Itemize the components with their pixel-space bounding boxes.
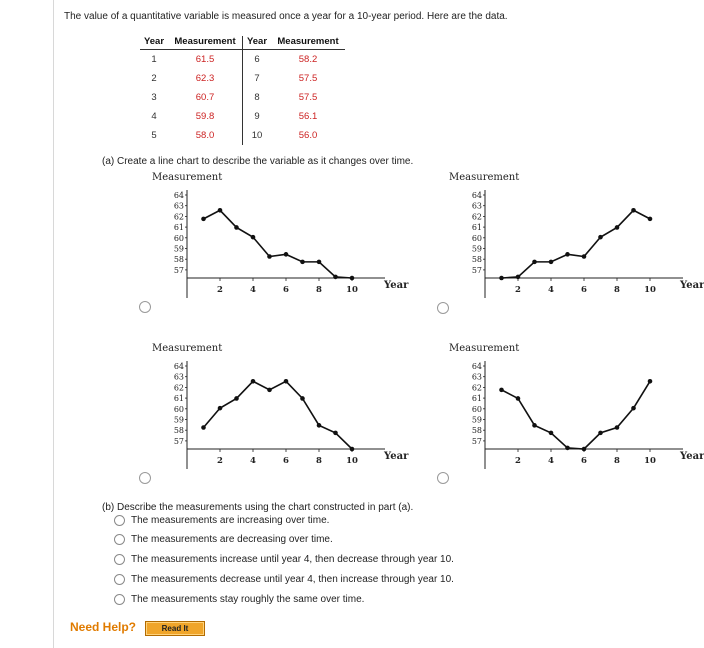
x-tick-label: 8: [614, 456, 620, 466]
cell-measurement: 56.1: [298, 111, 318, 122]
y-tick-label: 62: [173, 212, 184, 222]
x-tick-label: 6: [581, 285, 587, 295]
chart-option-3-radio[interactable]: [139, 472, 151, 484]
y-tick-label: 64: [173, 191, 184, 200]
cell-measurement: 59.8: [168, 107, 243, 126]
y-tick-label: 64: [173, 362, 184, 371]
y-tick-label: 64: [471, 191, 482, 200]
answer-radio[interactable]: [114, 534, 125, 545]
y-tick-label: 63: [471, 372, 482, 382]
cell-year: 10: [251, 130, 263, 141]
y-tick-label: 61: [173, 223, 184, 233]
y-tick-label: 59: [173, 244, 184, 254]
cell-year: 9: [254, 111, 260, 122]
x-tick-label: 6: [283, 456, 289, 466]
data-point: [648, 379, 653, 384]
answer-option[interactable]: [114, 554, 454, 565]
col-measurement: Measurement: [168, 36, 243, 50]
cell-year: 6: [254, 54, 260, 65]
data-point: [218, 406, 223, 411]
data-point: [234, 396, 239, 401]
part-a-prompt: (a) Create a line chart to describe the variable as it changes over time.: [102, 156, 414, 167]
y-tick-label: 60: [173, 404, 184, 414]
answer-label: The measurements increase until year 4, then decrease through year 10.: [131, 554, 454, 565]
data-point: [598, 431, 603, 436]
table-row: [140, 107, 345, 126]
cell-measurement: 62.3: [168, 69, 243, 88]
y-tick-label: 58: [471, 255, 482, 265]
series-line: [502, 381, 651, 449]
answer-radio[interactable]: [114, 515, 125, 526]
data-point: [300, 396, 305, 401]
col-measurement-2: Measurement: [271, 36, 345, 50]
y-tick-label: 59: [471, 415, 482, 425]
chart-option-2-radio[interactable]: [437, 302, 449, 314]
data-point: [499, 388, 504, 393]
y-tick-label: 62: [471, 383, 482, 393]
x-tick-label: 2: [515, 456, 521, 466]
cell-year: 3: [151, 92, 157, 103]
cell-measurement: 57.5: [298, 92, 318, 103]
chart-2-ylabel: Measurement: [449, 172, 520, 183]
y-tick-label: 59: [471, 244, 482, 254]
line-chart-option-1: [150, 186, 380, 306]
x-tick-label: 2: [515, 285, 521, 295]
y-tick-label: 64: [471, 362, 482, 371]
data-point: [631, 208, 636, 213]
y-tick-label: 58: [173, 426, 184, 436]
x-tick-label: 4: [548, 285, 554, 295]
answer-label: The measurements decrease until year 4, then increase through year 10.: [131, 574, 454, 585]
y-tick-label: 62: [471, 212, 482, 222]
cell-measurement: 61.5: [168, 50, 243, 70]
answer-label: The measurements are decreasing over time.: [131, 534, 333, 545]
col-year-2: Year: [243, 36, 272, 50]
x-tick-label: 8: [614, 285, 620, 295]
x-tick-label: 4: [548, 456, 554, 466]
y-tick-label: 61: [471, 394, 482, 404]
chart-1-xlabel: Year: [384, 280, 409, 291]
cell-measurement: 57.5: [298, 73, 318, 84]
cell-measurement: 56.0: [298, 130, 318, 141]
data-point: [267, 254, 272, 259]
data-point: [582, 254, 587, 259]
x-tick-label: 10: [644, 285, 656, 295]
data-point: [284, 252, 289, 257]
data-point: [333, 275, 338, 280]
y-tick-label: 57: [471, 436, 482, 446]
line-chart-option-4: [448, 357, 678, 477]
y-tick-label: 61: [471, 223, 482, 233]
table-row: [140, 88, 345, 107]
x-tick-label: 6: [283, 285, 289, 295]
x-tick-label: 2: [217, 456, 223, 466]
data-point: [251, 235, 256, 240]
x-tick-label: 10: [346, 456, 358, 466]
x-tick-label: 8: [316, 285, 322, 295]
cell-year: 7: [254, 73, 260, 84]
col-year: Year: [140, 36, 168, 50]
x-tick-label: 4: [250, 456, 256, 466]
data-point: [284, 379, 289, 384]
chart-option-4-radio[interactable]: [437, 472, 449, 484]
cell-year: 2: [151, 73, 157, 84]
data-point: [532, 260, 537, 265]
data-point: [549, 260, 554, 265]
y-tick-label: 60: [173, 233, 184, 243]
data-point: [267, 388, 272, 393]
x-tick-label: 6: [581, 456, 587, 466]
data-point: [516, 275, 521, 280]
data-point: [251, 379, 256, 384]
answer-radio[interactable]: [114, 574, 125, 585]
data-point: [317, 260, 322, 265]
data-point: [333, 431, 338, 436]
answer-option[interactable]: [114, 594, 364, 605]
cell-measurement: 60.7: [168, 88, 243, 107]
y-tick-label: 63: [173, 201, 184, 211]
intro-text: The value of a quantitative variable is measured once a year for a 10-year period. Here are the data.: [64, 11, 508, 22]
x-tick-label: 2: [217, 285, 223, 295]
cell-year: 8: [254, 92, 260, 103]
data-point: [317, 423, 322, 428]
x-tick-label: 10: [346, 285, 358, 295]
answer-radio[interactable]: [114, 554, 125, 565]
data-point: [350, 276, 355, 281]
y-tick-label: 58: [173, 255, 184, 265]
series-line: [502, 210, 651, 278]
series-line: [204, 210, 353, 278]
chart-3-ylabel: Measurement: [152, 343, 223, 354]
read-it-button[interactable]: Read It: [145, 621, 205, 636]
y-tick-label: 58: [471, 426, 482, 436]
chart-1-ylabel: Measurement: [152, 172, 223, 183]
need-help-label: Need Help?: [70, 620, 137, 634]
answer-label: The measurements are increasing over time.: [131, 515, 330, 526]
table-row: [140, 69, 345, 88]
cell-year: 5: [151, 130, 157, 141]
x-tick-label: 10: [644, 456, 656, 466]
data-point: [218, 208, 223, 213]
data-point: [631, 406, 636, 411]
table-row: [140, 50, 345, 70]
data-table: [140, 36, 345, 145]
answer-option[interactable]: [114, 574, 454, 585]
y-tick-label: 61: [173, 394, 184, 404]
cell-year: 4: [151, 111, 157, 122]
series-line: [204, 381, 353, 449]
data-point: [648, 217, 653, 222]
data-point: [516, 396, 521, 401]
data-point: [300, 260, 305, 265]
y-tick-label: 62: [173, 383, 184, 393]
y-tick-label: 63: [471, 201, 482, 211]
y-tick-label: 60: [471, 404, 482, 414]
cell-year: 1: [151, 54, 157, 65]
line-chart-option-2: [448, 186, 678, 306]
data-point: [234, 225, 239, 230]
chart-2-xlabel: Year: [680, 280, 704, 291]
chart-4-xlabel: Year: [680, 451, 704, 462]
y-tick-label: 57: [173, 436, 184, 446]
cell-measurement: 58.2: [298, 54, 318, 65]
x-tick-label: 4: [250, 285, 256, 295]
data-point: [549, 431, 554, 436]
chart-option-1-radio[interactable]: [139, 301, 151, 313]
y-tick-label: 60: [471, 233, 482, 243]
y-tick-label: 63: [173, 372, 184, 382]
data-point: [201, 425, 206, 430]
data-point: [598, 235, 603, 240]
y-tick-label: 59: [173, 415, 184, 425]
chart-4-ylabel: Measurement: [449, 343, 520, 354]
part-b-prompt: (b) Describe the measurements using the chart constructed in part (a).: [102, 502, 414, 513]
data-point: [532, 423, 537, 428]
data-point: [565, 446, 570, 451]
chart-3-xlabel: Year: [384, 451, 409, 462]
data-point: [582, 447, 587, 452]
table-row: [140, 126, 345, 145]
cell-measurement: 58.0: [168, 126, 243, 145]
data-point: [499, 276, 504, 281]
data-point: [201, 217, 206, 222]
answer-option[interactable]: [114, 515, 329, 526]
data-point: [565, 252, 570, 257]
data-point: [350, 447, 355, 452]
y-tick-label: 57: [173, 265, 184, 275]
y-tick-label: 57: [471, 265, 482, 275]
data-point: [615, 225, 620, 230]
answer-option[interactable]: [114, 534, 333, 545]
answer-label: The measurements stay roughly the same over time.: [131, 594, 365, 605]
data-point: [615, 425, 620, 430]
line-chart-option-3: [150, 357, 380, 477]
answer-radio[interactable]: [114, 594, 125, 605]
x-tick-label: 8: [316, 456, 322, 466]
